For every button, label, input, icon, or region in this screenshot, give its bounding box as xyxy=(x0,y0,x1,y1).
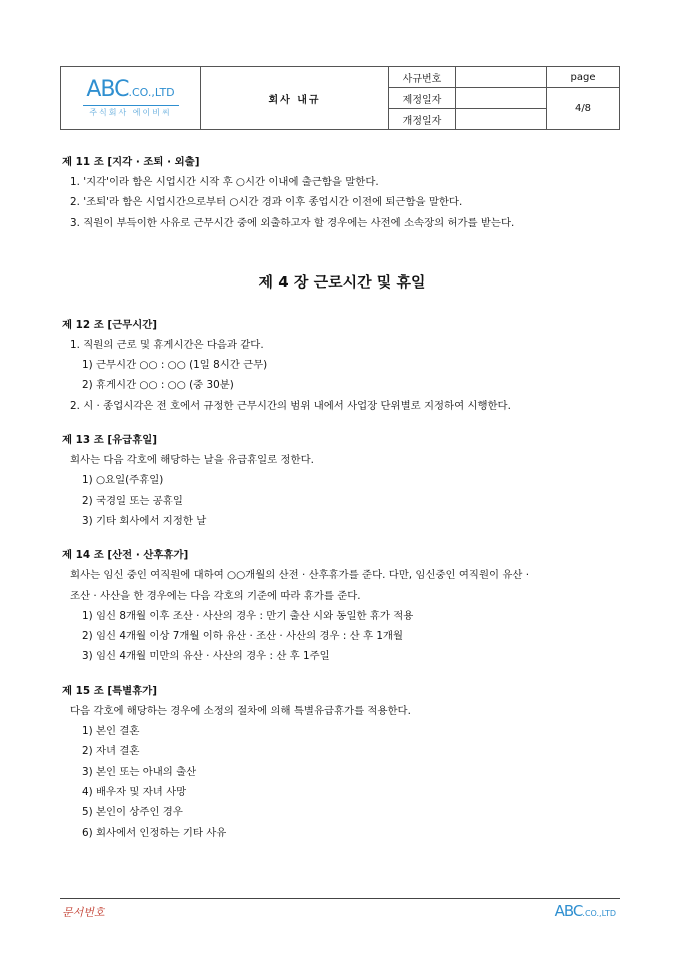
spacer xyxy=(62,297,622,315)
footer-document-number: 문서번호 xyxy=(62,906,105,919)
sub-list-item: 2) 임신 4개월 이상 7개월 이하 유산 · 조산 · 사산의 경우 : 산 후 1개월 xyxy=(82,630,404,643)
list-item: 1. 직원의 근로 및 휴게시간은 다음과 같다. xyxy=(70,338,264,351)
value-regulation-code xyxy=(456,67,547,88)
list-item: 1. '지각'이라 함은 시업시간 시작 후 ○시간 이내에 출근함을 말한다. xyxy=(70,176,379,188)
list-item: 조산 · 사산을 한 경우에는 다음 각호의 기준에 따라 휴가를 준다. xyxy=(70,589,361,602)
sub-list-item: 2) 휴게시간 ○○ : ○○ (중 30분) xyxy=(82,379,234,392)
page-number: 4/8 xyxy=(547,88,620,130)
logo-subtitle: 주식회사 에이비씨 xyxy=(89,107,172,117)
value-revised-date xyxy=(456,109,547,130)
sub-list-item: 3) 본인 또는 아내의 출산 xyxy=(82,765,197,778)
label-regulation-code: 사규번호 xyxy=(389,67,456,88)
chapter-heading: 제 4 장 근로시간 및 휴일 xyxy=(258,272,426,291)
label-revised-date: 개정일자 xyxy=(389,109,456,130)
spacer xyxy=(62,531,622,545)
sub-list-item: 3) 기타 회사에서 지정한 날 xyxy=(82,514,207,527)
sub-list-item: 3) 임신 4개월 미만의 유산 · 사산의 경우 : 산 후 1주일 xyxy=(82,650,330,663)
spacer xyxy=(62,416,622,430)
label-created-date: 제정일자 xyxy=(389,88,456,109)
article-heading: 제 12 조 [근무시간] xyxy=(62,318,158,331)
list-item: 2. 시 · 종업시각은 전 호에서 규정한 근무시간의 범위 내에서 사업장 단위별로 지정하여 시행한다. xyxy=(70,399,511,412)
sub-list-item: 2) 자녀 결혼 xyxy=(82,745,140,758)
sub-list-item: 2) 국경일 또는 공휴일 xyxy=(82,494,183,507)
list-item: 다음 각호에 해당하는 경우에 소정의 절차에 의해 특별유급휴가를 적용한다. xyxy=(70,704,411,717)
logo-suffix-text: .CO.,LTD xyxy=(128,85,175,99)
sub-list-item: 1) 근무시간 ○○ : ○○ (1일 8시간 근무) xyxy=(82,359,268,372)
article-heading: 제 14 조 [산전 · 산후휴가] xyxy=(62,549,189,562)
sub-list-item: 5) 본인이 상주인 경우 xyxy=(82,806,183,819)
article-heading: 제 13 조 [유급휴일] xyxy=(62,434,158,447)
list-item: 회사는 다음 각호에 해당하는 날을 유급휴일로 정한다. xyxy=(70,454,314,467)
footer-logo-suffix: .CO.,LTD xyxy=(582,909,616,918)
article-heading: 제 11 조 [지각 · 조퇴 · 외출] xyxy=(62,156,200,168)
footer-divider xyxy=(60,898,620,899)
footer-logo-main: ABC xyxy=(554,902,583,920)
logo-main-text: ABC xyxy=(86,76,129,102)
list-item: 2. '조퇴'라 함은 시업시간으로부터 ○시간 경과 이후 종업시간 이전에 퇴근함을 말한다. xyxy=(70,196,463,209)
page-label: page xyxy=(547,67,620,88)
document-header-table xyxy=(60,66,620,130)
document-title: 회사 내규 xyxy=(201,67,389,130)
sub-list-item: 6) 회사에서 인정하는 기타 사유 xyxy=(82,826,227,839)
logo-underline xyxy=(83,105,179,106)
list-item: 3. 직원이 부득이한 사유로 근무시간 중에 외출하고자 할 경우에는 사전에 소속장의 허가를 받는다. xyxy=(70,216,515,229)
footer-logo xyxy=(555,902,616,920)
sub-list-item: 1) 본인 결혼 xyxy=(82,725,140,738)
sub-list-item: 1) ○요일(주휴일) xyxy=(82,474,164,487)
company-logo xyxy=(61,67,201,130)
sub-list-item: 4) 배우자 및 자녀 사망 xyxy=(82,785,187,798)
list-item: 회사는 임신 중인 여직원에 대하여 ○○개월의 산전 · 산후휴가를 준다. 다만, 임신중인 여직원이 유산 · xyxy=(70,569,530,582)
spacer xyxy=(62,233,622,267)
spacer xyxy=(62,667,622,681)
article-heading: 제 15 조 [특별휴가] xyxy=(62,684,158,697)
value-created-date xyxy=(456,88,547,109)
sub-list-item: 1) 임신 8개월 이후 조산 · 사산의 경우 : 만기 출산 시와 동일한 휴가 적용 xyxy=(82,609,414,622)
document-body xyxy=(62,152,622,843)
